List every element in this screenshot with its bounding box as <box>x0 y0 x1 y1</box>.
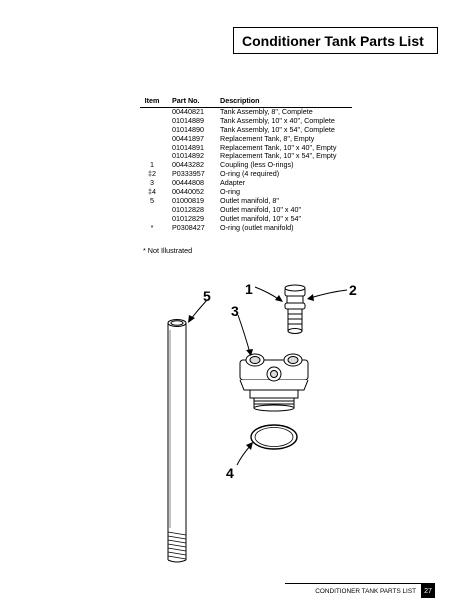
description-cell: Tank Assembly, 10" x 40", Complete <box>220 115 335 125</box>
description-cell: Tank Assembly, 8", Complete <box>220 106 313 116</box>
item-cell <box>140 126 164 135</box>
part-no-cell: 01012828 <box>172 204 204 214</box>
part-no-cell: P0333957 <box>172 169 205 179</box>
part-no-cell: 00440821 <box>172 106 204 116</box>
description-cell: Replacement Tank, 10" x 54", Empty <box>220 151 337 161</box>
part-no-cell: P0308427 <box>172 222 205 232</box>
callout-4: 4 <box>226 465 234 481</box>
part-no-cell: 01014890 <box>172 124 204 134</box>
coupling-drawing <box>285 285 305 334</box>
page-number: 27 <box>421 584 435 598</box>
footer-section-label: CONDITIONER TANK PARTS LIST <box>315 587 416 595</box>
header-item: Item <box>140 97 164 107</box>
description-cell: Adapter <box>220 178 246 188</box>
part-no-cell: 01014892 <box>172 151 204 161</box>
callout-5: 5 <box>203 288 211 304</box>
adapter-drawing <box>240 354 308 411</box>
part-no-cell: 01014891 <box>172 142 204 152</box>
item-cell: 5 <box>150 195 154 205</box>
item-cell: * <box>150 222 154 232</box>
description-cell: Coupling (less O-rings) <box>220 160 294 170</box>
outlet-manifold-drawing <box>168 320 186 563</box>
callout-2: 2 <box>349 282 357 298</box>
parts-table <box>140 97 352 233</box>
description-cell: Replacement Tank, 10" x 40", Empty <box>220 142 337 152</box>
item-cell <box>140 135 164 144</box>
description-cell: O-ring (4 required) <box>220 169 280 179</box>
part-no-cell: 00440052 <box>172 187 204 197</box>
item-cell: 1 <box>150 160 154 170</box>
part-no-cell: 01000819 <box>172 195 204 205</box>
part-no-cell: 01012829 <box>172 213 204 223</box>
page-title: Conditioner Tank Parts List <box>233 27 438 54</box>
description-cell: Tank Assembly, 10" x 54", Complete <box>220 124 335 134</box>
description-cell: Outlet manifold, 10" x 54" <box>220 213 302 223</box>
item-cell: 3 <box>150 178 154 188</box>
description-cell: Outlet manifold, 10" x 40" <box>220 204 302 214</box>
part-no-cell: 00441897 <box>172 133 204 143</box>
footnote: * Not Illustrated <box>143 246 193 255</box>
part-no-cell: 00444808 <box>172 178 204 188</box>
item-cell: ‡2 <box>148 169 156 179</box>
page-footer <box>285 583 435 598</box>
part-no-cell: 00443282 <box>172 160 204 170</box>
header-part-no: Part No. <box>164 97 218 107</box>
item-cell <box>140 107 164 116</box>
table-row <box>140 224 352 233</box>
callout-3: 3 <box>231 303 239 319</box>
exploded-parts-diagram <box>150 270 370 590</box>
description-cell: Replacement Tank, 8", Empty <box>220 133 315 143</box>
item-cell: ‡4 <box>148 187 156 197</box>
item-cell <box>140 206 164 215</box>
part-no-cell: 01014889 <box>172 115 204 125</box>
table-header-row <box>140 97 352 107</box>
description-cell: O-ring <box>220 187 240 197</box>
o-ring-drawing <box>251 425 297 449</box>
description-cell: Outlet manifold, 8" <box>220 195 279 205</box>
parts-table-body <box>140 107 352 232</box>
item-cell <box>140 117 164 126</box>
header-description: Description <box>218 97 352 107</box>
description-cell: O-ring (outlet manifold) <box>220 222 294 232</box>
item-cell <box>140 144 164 153</box>
callout-1: 1 <box>245 281 253 297</box>
